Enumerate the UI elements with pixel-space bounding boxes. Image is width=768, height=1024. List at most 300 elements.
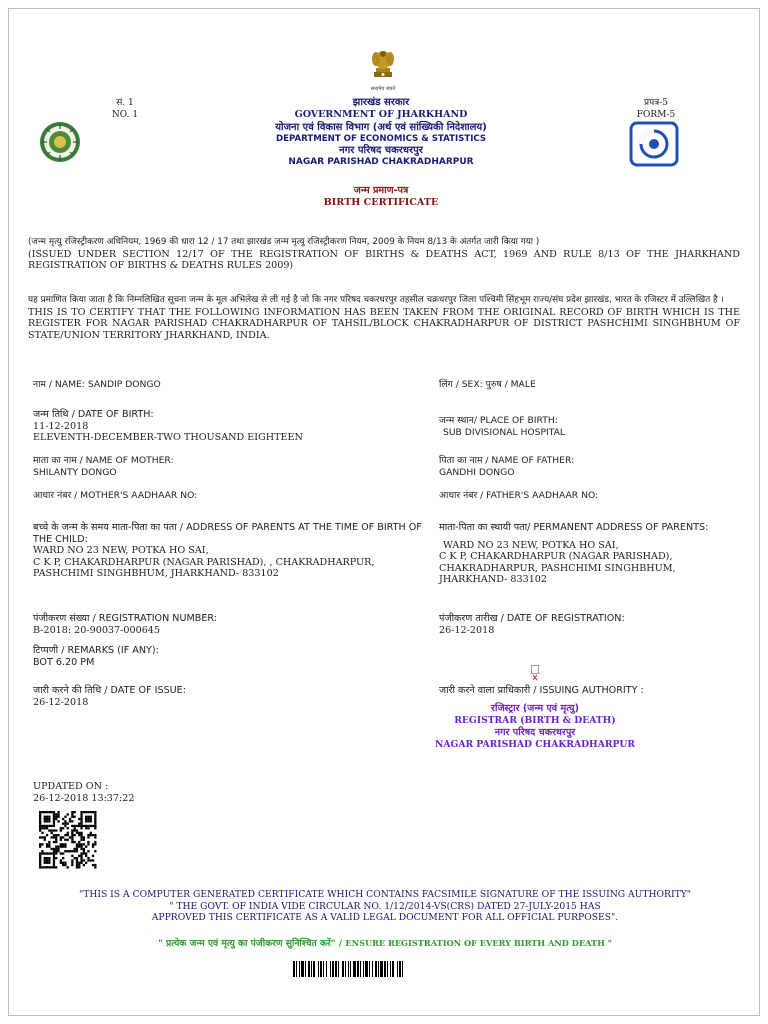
qr-module <box>80 843 82 845</box>
qr-module <box>60 829 62 831</box>
name-row <box>33 379 393 391</box>
certificate-title <box>189 185 573 209</box>
qr-module <box>83 850 85 852</box>
qr-module <box>87 816 89 818</box>
qr-module <box>39 843 41 845</box>
qr-module <box>60 839 62 841</box>
father-block <box>439 455 739 478</box>
qr-module <box>62 818 64 820</box>
qr-module <box>46 818 48 820</box>
qr-module <box>53 816 55 818</box>
authority-title-hindi: रजिस्ट्रार (जन्म एवं मृत्यु) <box>491 703 579 714</box>
qr-module <box>60 843 62 845</box>
national-emblem <box>365 46 401 90</box>
ashoka-emblem-icon <box>365 46 401 82</box>
qr-code <box>37 811 99 869</box>
qr-module <box>80 820 82 822</box>
qr-module <box>39 827 41 829</box>
remarks-value: BOT 6.20 PM <box>33 656 95 668</box>
qr-module <box>46 866 48 868</box>
qr-module <box>80 813 82 815</box>
qr-module <box>83 836 85 838</box>
qr-module <box>48 843 50 845</box>
qr-module <box>44 811 46 813</box>
qr-module <box>48 866 50 868</box>
qr-module <box>57 813 59 815</box>
qr-module <box>57 820 59 822</box>
qr-module <box>80 855 82 857</box>
qr-module <box>41 836 43 838</box>
qr-module <box>78 825 80 827</box>
qr-module <box>44 866 46 868</box>
qr-module <box>85 852 87 854</box>
certify-english: THIS IS TO CERTIFY THAT THE FOLLOWING INFORMATION HAS BEEN TAKEN FROM THE ORIGINAL RECORD OF BIRTH WHICH IS THE REGISTER FOR NAGAR PARISHAD CHAKRADHARPUR OF TAHSIL/BLOCK CHAKRADHARPUR OF DISTRICT PASHCHIMI SINGHBHUM OF STATE/UNION TERRITORY JHARKHAND, INDIA. <box>28 306 740 341</box>
qr-module <box>48 816 50 818</box>
qr-module <box>62 862 64 864</box>
registration-date-value: 26-12-2018 <box>439 624 495 636</box>
qr-module <box>74 857 76 859</box>
mother-block <box>33 455 413 478</box>
sex-value: पुरुष / MALE <box>485 379 536 390</box>
qr-module <box>64 839 66 841</box>
qr-module <box>53 820 55 822</box>
qr-module <box>41 850 43 852</box>
qr-module <box>62 823 64 825</box>
qr-module <box>39 864 41 866</box>
qr-module <box>76 866 78 868</box>
qr-module <box>55 836 57 838</box>
qr-module <box>78 834 80 836</box>
qr-module <box>48 811 50 813</box>
pob-value: SUB DIVISIONAL HOSPITAL <box>443 426 566 438</box>
qr-module <box>69 818 71 820</box>
qr-module <box>46 825 48 827</box>
qr-module <box>64 843 66 845</box>
serial-number-hindi: सं. 1 <box>116 98 134 108</box>
qr-module <box>44 816 46 818</box>
qr-module <box>71 832 73 834</box>
qr-module <box>48 852 50 854</box>
qr-module <box>51 832 53 834</box>
permanent-address-block <box>439 522 739 586</box>
qr-module <box>78 823 80 825</box>
mother-value: SHILANTY DONGO <box>33 466 117 478</box>
issuing-authority-label: जारी करने वाला प्राधिकारी / ISSUING AUTHORITY : <box>439 685 644 696</box>
qr-module <box>83 848 85 850</box>
qr-module <box>78 832 80 834</box>
sex-row <box>439 379 739 391</box>
qr-module <box>46 816 48 818</box>
qr-module <box>55 839 57 841</box>
qr-module <box>80 846 82 848</box>
footer-line1: "THIS IS A COMPUTER GENERATED CERTIFICATE WHICH CONTAINS FACSIMILE SIGNATURE OF THE ISSUING AUTHORITY" <box>78 889 692 900</box>
qr-module <box>76 862 78 864</box>
qr-module <box>69 850 71 852</box>
qr-module <box>48 841 50 843</box>
dob-label: जन्म तिथि / DATE OF BIRTH: <box>33 409 154 420</box>
qr-module <box>74 841 76 843</box>
qr-module <box>76 848 78 850</box>
qr-module <box>44 839 46 841</box>
qr-module <box>71 816 73 818</box>
qr-module <box>55 846 57 848</box>
qr-module <box>60 836 62 838</box>
certify-hindi: यह प्रमाणित किया जाता है कि निम्नलिखित सूचना जन्म के मूल अभिलेख से ली गई है जो कि नगर परिषद चकरधरपुर तहसील चक्रधरपुर जिला पश्चिमी सिंहभूम राज्य/संघ प्रदेश झारखंड, भारत के रजिस्टर में उल्लिखित है । <box>28 295 724 305</box>
qr-module <box>80 834 82 836</box>
qr-module <box>41 811 43 813</box>
qr-module <box>76 832 78 834</box>
qr-module <box>92 855 94 857</box>
qr-module <box>92 859 94 861</box>
qr-module <box>57 850 59 852</box>
qr-module <box>71 859 73 861</box>
qr-module <box>46 843 48 845</box>
qr-module <box>62 857 64 859</box>
date-of-issue-block <box>33 685 413 708</box>
issued-under-block <box>28 237 740 272</box>
qr-module <box>44 827 46 829</box>
qr-module <box>53 852 55 854</box>
qr-module <box>87 811 89 813</box>
qr-module <box>39 846 41 848</box>
qr-module <box>94 825 96 827</box>
registration-number-block <box>33 613 413 636</box>
qr-module <box>64 823 66 825</box>
qr-module <box>53 859 55 861</box>
qr-module <box>78 841 80 843</box>
qr-module <box>74 848 76 850</box>
qr-module <box>62 836 64 838</box>
qr-module <box>80 848 82 850</box>
qr-module <box>94 827 96 829</box>
qr-module <box>44 820 46 822</box>
qr-module <box>87 850 89 852</box>
qr-module <box>67 834 69 836</box>
qr-module <box>53 825 55 827</box>
pob-label: जन्म स्थान/ PLACE OF BIRTH: <box>439 415 558 426</box>
qr-module <box>76 846 78 848</box>
qr-module <box>53 864 55 866</box>
qr-module <box>78 862 80 864</box>
govt-name-hindi: झारखंड सरकार <box>352 97 410 108</box>
qr-module <box>67 839 69 841</box>
address-at-birth-label: बच्चे के जन्म के समय माता-पिता का पता / ADDRESS OF PARENTS AT THE TIME OF BIRTH OF THE CHILD: <box>33 522 422 545</box>
qr-module <box>76 864 78 866</box>
address-at-birth-line1: WARD NO 23 NEW, POTKA HO SAI, <box>33 545 209 556</box>
qr-module <box>39 823 41 825</box>
barcode-bar <box>403 961 405 977</box>
name-label: नाम / NAME: <box>33 379 85 390</box>
qr-module <box>80 832 82 834</box>
qr-module <box>80 836 82 838</box>
qr-module <box>55 857 57 859</box>
slogan-english: ENSURE REGISTRATION OF EVERY BIRTH AND DEATH " <box>345 938 612 948</box>
qr-module <box>90 811 92 813</box>
qr-module <box>46 859 48 861</box>
qr-module <box>74 850 76 852</box>
qr-module <box>83 811 85 813</box>
registration-number-label: पंजीकरण संख्या / REGISTRATION NUMBER: <box>33 613 218 624</box>
qr-module <box>71 825 73 827</box>
qr-module <box>71 855 73 857</box>
qr-module <box>62 864 64 866</box>
qr-module <box>92 864 94 866</box>
qr-module <box>62 827 64 829</box>
qr-module <box>80 852 82 854</box>
qr-module <box>53 818 55 820</box>
qr-module <box>80 827 82 829</box>
qr-module <box>39 813 41 815</box>
crs-logo <box>629 121 679 167</box>
title-hindi: जन्म प्रमाण-पत्र <box>353 185 409 196</box>
qr-module <box>90 818 92 820</box>
qr-module <box>83 825 85 827</box>
qr-code-icon <box>37 811 99 869</box>
qr-module <box>76 859 78 861</box>
qr-module <box>83 859 85 861</box>
issuing-authority-block <box>427 702 643 750</box>
date-of-issue-value: 26-12-2018 <box>33 696 89 708</box>
qr-module <box>87 834 89 836</box>
qr-module <box>94 820 96 822</box>
qr-module <box>78 866 80 868</box>
pob-block <box>439 415 739 438</box>
sex-label: लिंग / SEX: <box>439 379 483 390</box>
dob-block <box>33 409 413 444</box>
qr-module <box>83 843 85 845</box>
qr-module <box>39 862 41 864</box>
qr-module <box>51 811 53 813</box>
office-name-english: NAGAR PARISHAD CHAKRADHARPUR <box>288 157 474 167</box>
qr-module <box>46 827 48 829</box>
qr-module <box>85 820 87 822</box>
qr-module <box>53 850 55 852</box>
qr-module <box>87 857 89 859</box>
qr-module <box>55 850 57 852</box>
qr-module <box>53 855 55 857</box>
qr-module <box>74 816 76 818</box>
qr-module <box>90 834 92 836</box>
qr-module <box>80 811 82 813</box>
qr-module <box>39 859 41 861</box>
qr-module <box>53 813 55 815</box>
qr-module <box>44 825 46 827</box>
qr-module <box>46 857 48 859</box>
qr-module <box>71 862 73 864</box>
qr-module <box>60 859 62 861</box>
father-value: GANDHI DONGO <box>439 466 515 478</box>
father-aadhaar-label: आधार नंबर / FATHER'S AADHAAR NO: <box>439 490 599 501</box>
qr-module <box>74 829 76 831</box>
qr-module <box>90 825 92 827</box>
qr-module <box>64 864 66 866</box>
qr-module <box>57 816 59 818</box>
qr-module <box>92 811 94 813</box>
remarks-block <box>33 645 413 668</box>
qr-module <box>94 818 96 820</box>
qr-module <box>39 816 41 818</box>
qr-module <box>71 864 73 866</box>
qr-module <box>62 843 64 845</box>
qr-module <box>48 846 50 848</box>
qr-module <box>46 846 48 848</box>
qr-module <box>94 841 96 843</box>
remarks-label: टिप्पणी / REMARKS (IF ANY): <box>33 645 159 656</box>
dob-words: ELEVENTH-DECEMBER-TWO THOUSAND EIGHTEEN <box>33 432 303 443</box>
emblem-motto: सत्यमेव जयते <box>370 86 396 92</box>
qr-module <box>53 834 55 836</box>
qr-module <box>67 823 69 825</box>
qr-module <box>55 829 57 831</box>
qr-module <box>39 866 41 868</box>
qr-module <box>53 836 55 838</box>
qr-module <box>39 857 41 859</box>
qr-module <box>44 862 46 864</box>
qr-module <box>48 829 50 831</box>
qr-module <box>67 813 69 815</box>
qr-module <box>60 852 62 854</box>
qr-module <box>80 859 82 861</box>
qr-module <box>76 850 78 852</box>
qr-module <box>55 848 57 850</box>
jharkhand-seal <box>39 121 81 163</box>
qr-module <box>44 836 46 838</box>
qr-module <box>71 850 73 852</box>
qr-module <box>51 829 53 831</box>
qr-module <box>53 866 55 868</box>
qr-module <box>39 852 41 854</box>
qr-module <box>87 825 89 827</box>
serial-number <box>105 97 145 121</box>
qr-module <box>87 827 89 829</box>
updated-value: 26-12-2018 13:37:22 <box>33 792 135 804</box>
qr-module <box>85 811 87 813</box>
qr-module <box>39 836 41 838</box>
barcode <box>293 961 473 977</box>
qr-module <box>83 852 85 854</box>
qr-module <box>90 832 92 834</box>
qr-module <box>51 848 53 850</box>
qr-module <box>78 846 80 848</box>
qr-module <box>64 816 66 818</box>
permanent-address-label: माता-पिता का स्थायी पता/ PERMANENT ADDRESS OF PARENTS: <box>439 522 709 533</box>
qr-module <box>85 846 87 848</box>
qr-module <box>41 832 43 834</box>
qr-module <box>76 857 78 859</box>
qr-module <box>41 866 43 868</box>
govt-name-english: GOVERNMENT OF JHARKHAND <box>294 109 468 120</box>
registration-date-label: पंजीकरण तारीख / DATE OF REGISTRATION: <box>439 613 625 624</box>
qr-module <box>94 843 96 845</box>
qr-module <box>87 820 89 822</box>
address-at-birth-line2: C K P, CHAKARDHARPUR (NAGAR PARISHAD), , CHAKRADHARPUR, PASHCHIMI SINGHBHUM, JHARKHAND- 833102 <box>33 556 375 579</box>
qr-module <box>80 857 82 859</box>
qr-module <box>57 811 59 813</box>
qr-module <box>39 820 41 822</box>
updated-block <box>33 781 233 804</box>
qr-module <box>69 820 71 822</box>
permanent-address-line2: C K P, CHAKARDHARPUR (NAGAR PARISHAD), <box>439 551 673 562</box>
qr-module <box>53 841 55 843</box>
qr-module <box>55 818 57 820</box>
qr-module <box>55 834 57 836</box>
qr-module <box>55 841 57 843</box>
qr-module <box>48 862 50 864</box>
qr-module <box>85 827 87 829</box>
qr-module <box>44 857 46 859</box>
qr-module <box>90 816 92 818</box>
qr-module <box>94 811 96 813</box>
qr-module <box>64 850 66 852</box>
certify-block <box>28 295 740 341</box>
qr-module <box>39 829 41 831</box>
qr-module <box>46 820 48 822</box>
certificate-page <box>8 8 760 1016</box>
qr-module <box>85 816 87 818</box>
qr-module <box>60 862 62 864</box>
qr-module <box>64 820 66 822</box>
authority-office-hindi: नगर परिषद चकरधरपुर <box>494 727 576 738</box>
qr-module <box>80 839 82 841</box>
qr-module <box>83 864 85 866</box>
qr-module <box>94 816 96 818</box>
permanent-address-line1: WARD NO 23 NEW, POTKA HO SAI, <box>443 539 619 551</box>
footer-line2: " THE GOVT. OF INDIA VIDE CIRCULAR NO. 1/12/2014-VS(CRS) DATED 27-JULY-2015 HAS <box>169 900 601 912</box>
state-seal-icon <box>39 121 81 163</box>
qr-module <box>48 857 50 859</box>
qr-module <box>53 857 55 859</box>
qr-module <box>71 829 73 831</box>
authority-office-english: NAGAR PARISHAD CHAKRADHARPUR <box>434 739 636 750</box>
signature-image-placeholder <box>531 665 539 674</box>
qr-module <box>41 852 43 854</box>
qr-module <box>57 834 59 836</box>
qr-module <box>55 816 57 818</box>
form-number-english: FORM-5 <box>636 110 676 120</box>
qr-module <box>64 825 66 827</box>
qr-module <box>46 852 48 854</box>
qr-module <box>80 823 82 825</box>
serial-number-english: NO. 1 <box>111 110 139 120</box>
qr-module <box>41 827 43 829</box>
footer-disclaimer <box>49 889 721 924</box>
qr-module <box>74 811 76 813</box>
qr-module <box>71 841 73 843</box>
registration-date-block <box>439 613 739 636</box>
qr-module <box>53 811 55 813</box>
qr-module <box>44 852 46 854</box>
permanent-address-line4: JHARKHAND- 833102 <box>439 574 548 585</box>
qr-module <box>85 862 87 864</box>
father-label: पिता का नाम / NAME OF FATHER: <box>439 455 575 466</box>
qr-module <box>74 827 76 829</box>
qr-module <box>92 843 94 845</box>
qr-module <box>67 866 69 868</box>
qr-module <box>55 866 57 868</box>
qr-module <box>78 864 80 866</box>
qr-module <box>64 834 66 836</box>
qr-module <box>55 852 57 854</box>
date-of-issue-label: जारी करने की तिथि / DATE OF ISSUE: <box>33 685 186 696</box>
qr-module <box>87 859 89 861</box>
qr-module <box>62 852 64 854</box>
qr-module <box>46 811 48 813</box>
registration-number-value: B-2018: 20-90037-000645 <box>33 624 161 636</box>
qr-module <box>85 818 87 820</box>
address-at-birth-block <box>33 522 423 580</box>
qr-module <box>76 829 78 831</box>
qr-module <box>85 825 87 827</box>
